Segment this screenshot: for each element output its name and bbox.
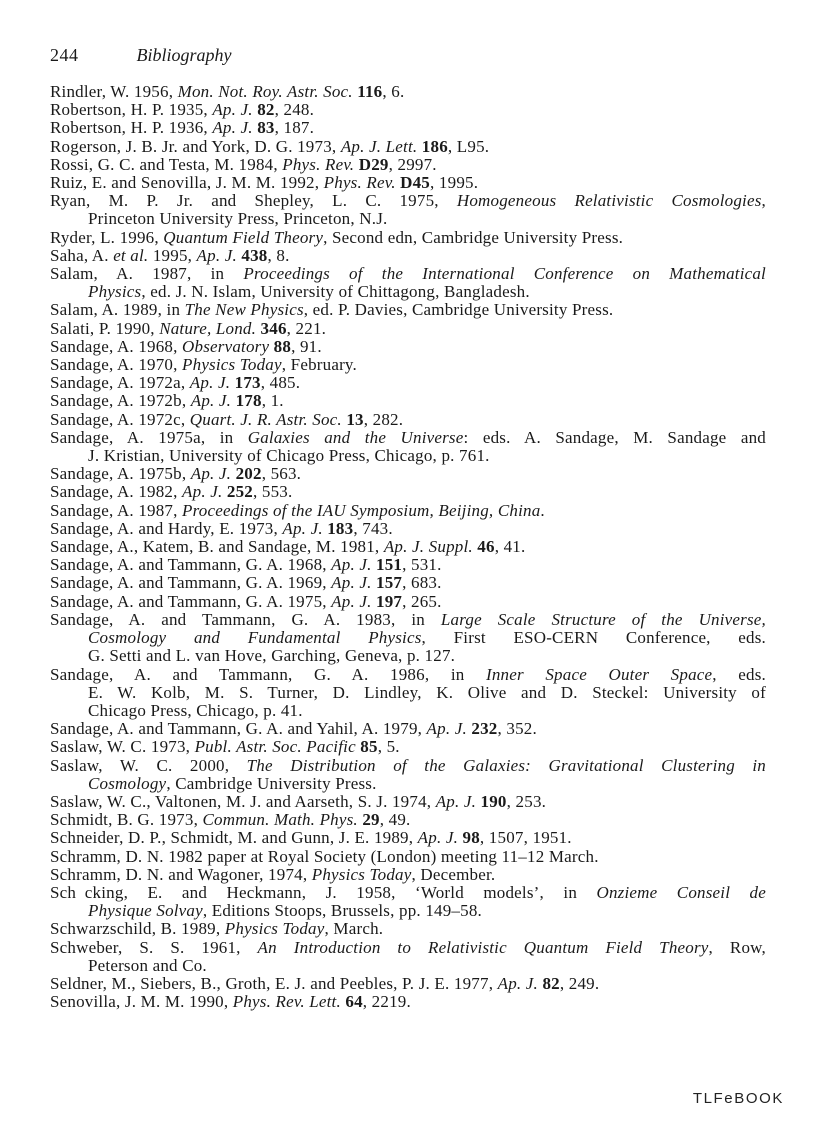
text-run: Robertson, H. P. 1936, (50, 118, 213, 138)
text-run: Salati, P. 1990, (50, 318, 160, 338)
text-run: Salam, A. 1987, in (50, 264, 244, 284)
bibliography-entry (50, 411, 766, 429)
bibliography-line (50, 684, 766, 702)
text-run: et al. (113, 245, 153, 265)
bibliography-entry (50, 138, 766, 156)
text-run: Publ. Astr. Soc. Pacific (194, 737, 361, 757)
page-header (50, 45, 232, 65)
text-run: Sandage, A. and Hardy, E. 1973, (50, 518, 283, 538)
text-run: Schmidt, B. G. 1973, (50, 810, 203, 830)
text-run: Sandage, A. 1970, (50, 355, 183, 375)
text-run: Quart. J. R. Astr. Soc. (189, 409, 347, 429)
text-run: Onzieme Conseil de (596, 882, 767, 902)
bibliography-line (50, 556, 766, 574)
text-run: , 49. (379, 810, 411, 830)
text-run: Sandage, A. 1982, (50, 482, 183, 502)
text-run: Peterson and Co. (88, 955, 207, 975)
bibliography-entry (50, 156, 766, 174)
text-run: Physique Solvay (88, 901, 203, 921)
text-run: 1995, (152, 245, 197, 265)
text-run: An Introduction to Relativistic Quantum Field Theory (257, 937, 709, 957)
text-run: 157 (376, 573, 403, 593)
bibliography-entry (50, 738, 766, 756)
text-run: Homogeneous Relativistic Cosmologies (456, 191, 762, 211)
bibliography-entry (50, 920, 766, 938)
text-run: Ap. J. Lett. (340, 136, 422, 156)
text-run: Ap. J. (190, 391, 236, 411)
bibliography-line (50, 538, 766, 556)
text-run: Sandage, A. and Tammann, G. A. 1975, (50, 591, 332, 611)
text-run: The New Physics (184, 300, 304, 320)
text-run: 13 (346, 409, 364, 429)
text-run: , 253. (506, 791, 547, 811)
text-run: Seldner, M., Siebers, B., Groth, E. J. and Peebles, P. J. E. 1977, (50, 973, 498, 993)
text-run: , Editions Stoops, Brussels, pp. 149–58. (202, 901, 482, 921)
text-run: , ed. J. N. Islam, University of Chittagong, Bangladesh. (141, 282, 530, 302)
text-run: , 563. (261, 464, 302, 484)
text-run: Rogerson, J. B. Jr. and York, D. G. 1973, (50, 136, 341, 156)
bibliography-line (50, 647, 766, 665)
bibliography-line (50, 374, 766, 392)
bibliography-line (50, 957, 766, 975)
text-run: , ed. P. Davies, Cambridge University Press. (303, 300, 614, 320)
text-run: Ap. J. (196, 245, 242, 265)
text-run: Sandage, A. 1987, (50, 500, 183, 520)
bibliography-line (50, 83, 766, 101)
text-run: Cosmology and Fundamental Physics (88, 628, 422, 648)
bibliography-line (50, 720, 766, 738)
text-run: Ap. J. (435, 791, 481, 811)
bibliography-entry (50, 320, 766, 338)
bibliography-line (50, 301, 766, 319)
ebook-watermark: TLFeBOOK (692, 1090, 784, 1107)
bibliography-entry (50, 174, 766, 192)
text-run: , 221. (286, 318, 327, 338)
bibliography-line (50, 101, 766, 119)
text-run: , February. (281, 355, 357, 375)
text-run: The Distribution of the Galaxies: Gravitational Clustering in (246, 755, 767, 775)
text-run: Mon. Not. Roy. Astr. Soc. (177, 82, 358, 101)
text-run: Ap. J. (426, 719, 472, 739)
bibliography-entry (50, 811, 766, 829)
text-run: Phys. Rev. (323, 173, 401, 193)
text-run: Sandage, A. 1975b, (50, 464, 191, 484)
text-run: , L95. (447, 136, 490, 156)
bibliography-line (50, 848, 766, 866)
text-run: , First ESO-CERN Conference, eds. (421, 628, 766, 648)
text-run: , 8. (267, 245, 290, 265)
text-run: 178 (235, 391, 262, 411)
text-run: 88 (273, 336, 292, 356)
bibliography-entry (50, 757, 766, 793)
text-run: Sandage, A. 1972c, (50, 409, 190, 429)
bibliography-line (50, 174, 766, 192)
bibliography-entry (50, 720, 766, 738)
text-run: Senovilla, J. M. M. 1990, (50, 992, 233, 1012)
text-run: 46 (477, 537, 495, 557)
bibliography-entry (50, 392, 766, 410)
text-run: D29 (358, 154, 389, 174)
text-run: 82 (542, 973, 560, 993)
bibliography-entry (50, 374, 766, 392)
text-run: D45 (400, 173, 431, 193)
bibliography-entry (50, 793, 766, 811)
bibliography-line (50, 247, 766, 265)
text-run: , 265. (402, 591, 442, 611)
bibliography-line (50, 866, 766, 884)
text-run: Ap. J. (189, 373, 235, 393)
text-run: , 1. (261, 391, 284, 411)
text-run: Ap. J. (331, 591, 377, 611)
bibliography-line (50, 265, 766, 283)
text-run: Sandage, A. and Tammann, G. A. 1986, in (50, 664, 486, 684)
bibliography-entry (50, 229, 766, 247)
text-run: Ap. J. (497, 973, 543, 993)
text-run: . (540, 500, 545, 520)
text-run: Galaxies and the Universe (247, 427, 464, 447)
text-run: Physics Today (224, 919, 325, 939)
header-title: Bibliography (136, 45, 232, 65)
text-run: Schneider, D. P., Schmidt, M. and Gunn, J. E. 1989, (50, 828, 418, 848)
text-run: Ap. J. Suppl. (383, 537, 478, 557)
text-run: Commun. Math. Phys. (202, 810, 363, 830)
text-run: 173 (234, 373, 261, 393)
bibliography-entry (50, 574, 766, 592)
text-run: Saslaw, W. C., Valtonen, M. J. and Aarseth, S. J. 1974, (50, 791, 436, 811)
bibliography-entry (50, 83, 766, 101)
text-run: , 249. (559, 973, 600, 993)
bibliography-line (50, 447, 766, 465)
text-run: 64 (345, 992, 363, 1012)
text-run: Saslaw, W. C. 2000, (50, 755, 247, 775)
text-run: 98 (462, 828, 480, 848)
bibliography-line (50, 920, 766, 938)
text-run: Inner Space Outer Space (485, 664, 713, 684)
text-run: Proceedings of the IAU Symposium, Beijing, China (182, 500, 541, 520)
text-run: Ryan, M. P. Jr. and Shepley, L. C. 1975, (50, 191, 457, 211)
bibliography-entry (50, 502, 766, 520)
text-run: Large Scale Structure of the Universe, (440, 609, 766, 629)
bibliography-line (50, 574, 766, 592)
text-run: 83 (257, 118, 275, 138)
bibliography-line (50, 757, 766, 775)
text-run: Ap. J. (212, 100, 258, 120)
text-run: , 1507, 1951. (479, 828, 572, 848)
text-run: , 553. (252, 482, 293, 502)
text-run: Schweber, S. S. 1961, (50, 937, 258, 957)
text-run: 197 (376, 591, 403, 611)
bibliography-line (50, 975, 766, 993)
text-run: Quantum Field Theory (163, 227, 324, 247)
bibliography-line (50, 119, 766, 137)
text-run: Ap. J. (331, 555, 377, 575)
text-run: Physics (88, 282, 142, 302)
text-run: Cosmology (88, 773, 167, 793)
bibliography-entry (50, 975, 766, 993)
text-run: Ap. J. (417, 828, 463, 848)
bibliography-line (50, 811, 766, 829)
bibliography-entry (50, 593, 766, 611)
text-run: 438 (241, 245, 268, 265)
text-run: Proceedings of the International Conference on Mathematical (243, 264, 766, 284)
text-run: Ap. J. (212, 118, 258, 138)
text-run: Sandage, A. and Tammann, G. A. 1983, in (50, 609, 441, 629)
bibliography-line (50, 884, 766, 902)
text-run: 85 (360, 737, 378, 757)
text-run: Ryder, L. 1996, (50, 227, 164, 247)
text-run: Chicago Press, Chicago, p. 41. (88, 700, 303, 720)
text-run: Physics Today (182, 355, 282, 375)
text-run: : eds. A. Sandage, M. Sandage and (463, 427, 766, 447)
text-run: E. W. Kolb, M. S. Turner, D. Lindley, K. Olive and D. Steckel: University of (88, 682, 766, 702)
text-run: , Row, (708, 937, 766, 957)
bibliography-line (50, 356, 766, 374)
text-run: Ap. J. (282, 518, 328, 538)
text-run: Sandage, A. and Tammann, G. A. 1968, (50, 555, 332, 575)
bibliography-entry (50, 429, 766, 465)
text-run: Phys. Rev. Lett. (232, 992, 346, 1012)
bibliography-line (50, 666, 766, 684)
text-run: 29 (362, 810, 380, 830)
text-run: Schramm, D. N. 1982 paper at Royal Society (London) meeting 11–12 March. (50, 846, 599, 866)
bibliography-entry (50, 338, 766, 356)
bibliography-line (50, 229, 766, 247)
text-run: Phys. Rev. (282, 154, 359, 174)
bibliography-entry (50, 829, 766, 847)
bibliography-line (50, 338, 766, 356)
text-run: Rossi, G. C. and Testa, M. 1984, (50, 154, 283, 174)
page-number: 244 (50, 45, 79, 65)
text-run: Princeton University Press, Princeton, N.J. (88, 209, 388, 229)
text-run: , (761, 191, 766, 211)
text-run: , 531. (402, 555, 442, 575)
bibliography-entry (50, 538, 766, 556)
text-run: , 2997. (388, 154, 437, 174)
bibliography-line (50, 429, 766, 447)
bibliography-line (50, 520, 766, 538)
text-run: Schwarzschild, B. 1989, (50, 919, 225, 939)
bibliography-line (50, 629, 766, 647)
text-run: , December. (411, 864, 496, 884)
bibliography-line (50, 192, 766, 210)
text-run: , Second edn, Cambridge University Press. (323, 227, 624, 247)
text-run: Salam, A. 1989, in (50, 300, 185, 320)
text-run: 202 (235, 464, 262, 484)
text-run: , 743. (353, 518, 393, 538)
bibliography-line (50, 138, 766, 156)
text-run: , 683. (402, 573, 442, 593)
text-run: Ruiz, E. and Senovilla, J. M. M. 1992, (50, 173, 324, 193)
bibliography-line (50, 465, 766, 483)
text-run: , 91. (291, 336, 322, 356)
text-run: 346 (260, 318, 287, 338)
bibliography-entry (50, 611, 766, 666)
text-run: Robertson, H. P. 1935, (50, 100, 213, 120)
bibliography-entry (50, 247, 766, 265)
bibliography-entry (50, 520, 766, 538)
text-run: 232 (471, 719, 498, 739)
bibliography-line (50, 502, 766, 520)
bibliography-entry (50, 866, 766, 884)
text-run: 151 (376, 555, 403, 575)
text-run: Saslaw, W. C. 1973, (50, 737, 195, 757)
text-run: 190 (480, 791, 507, 811)
text-run: Rindler, W. 1956, (50, 82, 178, 101)
bibliography-line (50, 902, 766, 920)
bibliography-entry (50, 884, 766, 920)
text-run: Ap. J. (331, 573, 377, 593)
text-run: Ap. J. (190, 464, 236, 484)
text-run: , 282. (363, 409, 404, 429)
text-run: , eds. (712, 664, 766, 684)
bibliography-line (50, 939, 766, 957)
bibliography-entry (50, 556, 766, 574)
bibliography-entry (50, 192, 766, 228)
text-run: Sandage, A. and Tammann, G. A. 1969, (50, 573, 332, 593)
text-run: , 248. (274, 100, 315, 120)
text-run: Sandage, A. 1968, (50, 336, 183, 356)
text-run: , 2219. (362, 992, 411, 1012)
text-run: , 485. (260, 373, 301, 393)
bibliography-entry (50, 101, 766, 119)
text-run: Ap. J. (182, 482, 227, 502)
text-run: , 1995. (430, 173, 479, 193)
text-run: Sandage, A. and Tammann, G. A. and Yahil, A. 1979, (50, 719, 427, 739)
bibliography-entry (50, 939, 766, 975)
text-run: , 5. (377, 737, 400, 757)
bibliography-entry (50, 993, 766, 1011)
bibliography-line (50, 829, 766, 847)
bibliography-entry (50, 465, 766, 483)
text-run: J. Kristian, University of Chicago Press, Chicago, p. 761. (88, 446, 490, 466)
bibliography-list (50, 83, 766, 1011)
bibliography-entry (50, 848, 766, 866)
text-run: Observatory (182, 336, 274, 356)
text-run: 183 (327, 518, 354, 538)
bibliography-line (50, 210, 766, 228)
bibliography-entry (50, 666, 766, 721)
text-run: , March. (324, 919, 384, 939)
text-run: Sandage, A. 1972a, (50, 373, 190, 393)
bibliography-line (50, 738, 766, 756)
text-run: Sandage, A., Katem, B. and Sandage, M. 1981, (50, 537, 384, 557)
bibliography-entry (50, 265, 766, 301)
bibliography-line (50, 483, 766, 501)
bibliography-line (50, 775, 766, 793)
text-run: 82 (257, 100, 275, 120)
text-run: G. Setti and L. van Hove, Garching, Geneva, p. 127. (88, 646, 456, 666)
text-run: , 187. (274, 118, 315, 138)
text-run: Physics Today (311, 864, 412, 884)
bibliography-line (50, 993, 766, 1011)
text-run: Sch cking, E. and Heckmann, J. 1958, ‘World models’, in (50, 882, 597, 902)
bibliography-line (50, 611, 766, 629)
text-run: , 352. (497, 719, 537, 739)
bibliography-entry (50, 119, 766, 137)
bibliography-line (50, 392, 766, 410)
bibliography-line (50, 702, 766, 720)
text-run: 116 (357, 82, 383, 101)
bibliography-entry (50, 356, 766, 374)
bibliography-line (50, 320, 766, 338)
bibliography-line (50, 593, 766, 611)
text-run: , 41. (494, 537, 526, 557)
bibliography-line (50, 793, 766, 811)
bibliography-line (50, 156, 766, 174)
text-run: Saha, A. (50, 245, 114, 265)
bibliography-entry (50, 301, 766, 319)
text-run: Nature, Lond. (159, 318, 261, 338)
text-run: 252 (226, 482, 253, 502)
bibliography-line (50, 411, 766, 429)
text-run: Sandage, A. 1975a, in (50, 427, 248, 447)
bibliography-entry (50, 483, 766, 501)
text-run: Schramm, D. N. and Wagoner, 1974, (50, 864, 312, 884)
text-run: Sandage, A. 1972b, (50, 391, 191, 411)
text-run: 186 (421, 136, 448, 156)
bibliography-line (50, 283, 766, 301)
text-run: , Cambridge University Press. (166, 773, 377, 793)
text-run: , 6. (382, 82, 405, 101)
